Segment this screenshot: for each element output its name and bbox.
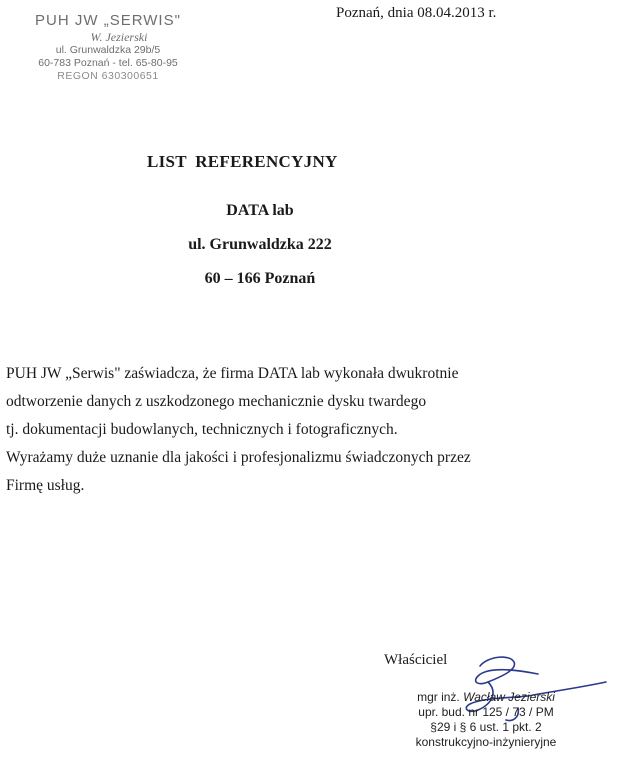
body-line: PUH JW „Serwis" zaświadcza, że firma DATA lab wykonała dwukrotnie — [6, 365, 459, 382]
signature-block — [386, 690, 586, 750]
document-title: LIST REFERENCYJNY — [147, 152, 338, 171]
body-line: Wyrażamy duże uznanie dla jakości i profesjonalizmu świadczonych przez — [6, 449, 471, 466]
license-paragraph: §29 i § 6 ust. 1 pkt. 2 — [430, 720, 542, 734]
recipient-street: ul. Grunwaldzka 222 — [188, 236, 332, 253]
letter-body — [6, 360, 616, 500]
license-specialty: konstrukcyjno-inżynieryjne — [415, 735, 557, 749]
body-line: Firmę usług. — [6, 477, 85, 494]
signer-prefix: mgr inż. — [417, 690, 460, 704]
stamp-regon: REGON 630300651 — [57, 70, 159, 82]
stamp-owner: W. Jezierski — [90, 30, 148, 44]
stamp-street: ul. Grunwaldzka 29b/5 — [55, 44, 161, 56]
owner-role: Właściciel — [384, 652, 448, 668]
recipient-city: 60 – 166 Poznań — [204, 270, 316, 287]
license-number: upr. bud. nr 125 / 73 / PM — [418, 705, 554, 719]
signer-name-line — [386, 690, 586, 705]
stamp-city-phone: 60-783 Poznań - tel. 65-80-95 — [38, 57, 178, 69]
signer-name: Wacław Jezierski — [463, 690, 555, 704]
body-line: odtworzenie danych z uszkodzonego mechanicznie dysku twardego — [6, 393, 427, 410]
recipient-name: DATA lab — [226, 202, 294, 219]
stamp-company-name: PUH JW „SERWIS" — [35, 12, 181, 29]
company-stamp — [18, 12, 198, 83]
place-date: Poznań, dnia 08.04.2013 r. — [336, 5, 497, 21]
body-line: tj. dokumentacji budowlanych, technicznych i fotograficznych. — [6, 421, 398, 438]
